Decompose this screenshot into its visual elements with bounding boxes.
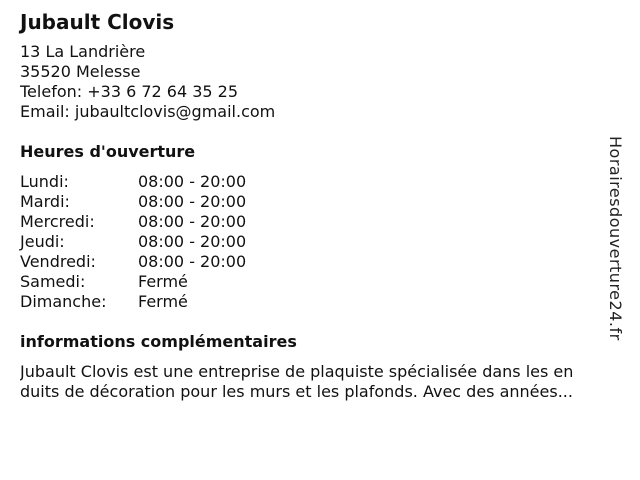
day-hours: Fermé xyxy=(138,272,188,291)
description-line-2: duits de décoration pour les murs et les plafonds. Avec des années... xyxy=(20,382,573,401)
day-label: Jeudi: xyxy=(20,232,65,251)
business-card xyxy=(20,10,620,402)
day-label: Mardi: xyxy=(20,192,70,211)
street-address: 13 La Landrière xyxy=(20,42,146,61)
hours-row xyxy=(20,212,246,232)
opening-hours-heading: Heures d'ouverture xyxy=(20,142,196,161)
hours-row xyxy=(20,252,246,272)
postal-city: 35520 Melesse xyxy=(20,62,141,81)
address-block xyxy=(20,42,620,122)
day-hours: 08:00 - 20:00 xyxy=(138,192,247,211)
hours-row xyxy=(20,192,246,212)
site-watermark: Horairesdouverture24.fr xyxy=(606,136,625,341)
hours-row xyxy=(20,272,246,292)
business-name: Jubault Clovis xyxy=(20,10,175,34)
opening-hours-table xyxy=(20,172,246,312)
day-hours: 08:00 - 20:00 xyxy=(138,252,247,271)
hours-row xyxy=(20,232,246,252)
day-hours: 08:00 - 20:00 xyxy=(138,232,247,251)
day-label: Samedi: xyxy=(20,272,86,291)
additional-info-heading: informations complémentaires xyxy=(20,332,297,351)
description-line-1: Jubault Clovis est une entreprise de plaquiste spécialisée dans les en xyxy=(20,362,574,381)
day-hours: 08:00 - 20:00 xyxy=(138,172,247,191)
day-label: Vendredi: xyxy=(20,252,96,271)
email-address: Email: jubaultclovis@gmail.com xyxy=(20,102,276,121)
hours-row xyxy=(20,292,246,312)
hours-row xyxy=(20,172,246,192)
day-hours: 08:00 - 20:00 xyxy=(138,212,247,231)
phone-number: Telefon: +33 6 72 64 35 25 xyxy=(20,82,239,101)
day-label: Dimanche: xyxy=(20,292,107,311)
day-hours: Fermé xyxy=(138,292,188,311)
day-label: Lundi: xyxy=(20,172,69,191)
day-label: Mercredi: xyxy=(20,212,95,231)
